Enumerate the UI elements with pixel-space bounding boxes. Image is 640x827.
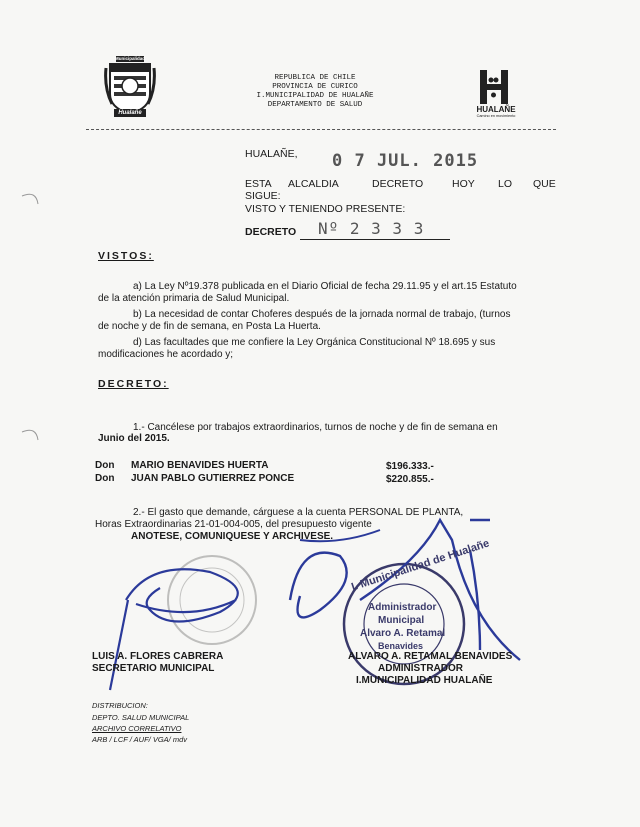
vistos-heading: VISTOS: [98, 250, 154, 262]
right-signer-org: I.MUNICIPALIDAD HUALAÑE [356, 675, 493, 686]
distribution-line-3: ARB / LCF / AUF/ VGA/ mdv [92, 735, 188, 744]
seal-inner-4: Benavides [378, 641, 424, 651]
distribution-line-1: DEPTO. SALUD MUNICIPAL [92, 713, 190, 722]
decreto-1-line-1: 1.- Cancélese por trabajos extraordinarios, turnos de noche y de fin de semana en [133, 422, 498, 433]
place-label: HUALAÑE, [245, 148, 298, 160]
intro-word-3: DECRETO [372, 178, 424, 190]
decreto-2-line-1: 2.- El gasto que demande, cárguese a la cuenta PERSONAL DE PLANTA, [133, 507, 464, 518]
closing-line: ANOTESE, COMUNIQUESE Y ARCHIVESE. [131, 531, 334, 542]
logo-name: HUALAÑE [476, 105, 516, 114]
intro-word-1: ESTA [245, 178, 272, 190]
logo-tagline: Camino en movimiento [476, 114, 516, 118]
vistos-d-line-2: modificaciones he acordado y; [98, 349, 234, 360]
seal-inner-1: Administrador [368, 602, 437, 613]
intro-word-5: LO [498, 178, 513, 190]
distribution-line-2: ARCHIVO CORRELATIVO [92, 724, 182, 733]
row-1-title: Don [95, 460, 115, 471]
row-2-name: JUAN PABLO GUTIERREZ PONCE [131, 473, 295, 484]
vistos-a-line-1: a) La Ley Nº19.378 publicada en el Diario Oficial de fecha 29.11.95 y el art.15 Estatuto [133, 281, 517, 292]
decreto-heading: DECRETO: [98, 378, 169, 390]
intro-line-2: SIGUE: [245, 190, 281, 202]
vistos-a-line-2: de la atención primaria de Salud Municipal. [98, 293, 290, 304]
intro-word-4: HOY [452, 178, 475, 190]
decree-number-stamp: Nº 2 3 3 3 [318, 219, 425, 238]
seal-inner-3: Alvaro A. Retamal [360, 628, 446, 639]
row-2-title: Don [95, 473, 115, 484]
vistos-b-line-1: b) La necesidad de contar Choferes después de la jornada normal de trabajo, (turnos [133, 309, 511, 320]
seal-ring-text: I. Municipalidad de Hualañe [350, 537, 491, 594]
crest-top-text: Municipalidad [114, 56, 145, 61]
letterhead-line-4: DEPARTAMENTO DE SALUD [267, 101, 363, 109]
letterhead-line-2: PROVINCIA DE CURICO [272, 83, 358, 91]
intro-word-2: ALCALDIA [288, 178, 339, 190]
crest-bottom-text: Hualañe [118, 110, 142, 116]
row-2-amount: $220.855.- [386, 474, 434, 485]
letterhead-line-1: REPUBLICA DE CHILE [274, 74, 356, 82]
vistos-d-line-1: d) Las facultades que me confiere la Ley Orgánica Constitucional Nº 18.695 y sus [133, 337, 496, 348]
decree-label: DECRETO [245, 226, 297, 238]
row-1-name: MARIO BENAVIDES HUERTA [131, 460, 269, 471]
decreto-2-line-2: Horas Extraordinarias 21-01-004-005, del presupuesto vigente [95, 519, 372, 530]
seal-inner-2: Municipal [378, 615, 425, 626]
distribution-heading: DISTRIBUCION: [92, 701, 148, 710]
left-signer-title: SECRETARIO MUNICIPAL [92, 663, 215, 674]
right-signer-title: ADMINISTRADOR [378, 663, 463, 674]
right-signer-name: ALVARO A. RETAMAL BENAVIDES [348, 651, 513, 662]
row-1-amount: $196.333.- [386, 461, 434, 472]
date-stamp: 0 7 JUL. 2015 [332, 151, 479, 171]
letterhead-line-3: I.MUNICIPALIDAD DE HUALAÑE [256, 92, 374, 100]
intro-word-6: QUE [533, 178, 556, 190]
decreto-1-line-2: Junio del 2015. [98, 433, 170, 444]
intro-line-3: VISTO Y TENIENDO PRESENTE: [245, 203, 406, 215]
left-signer-name: LUIS A. FLORES CABRERA [92, 651, 224, 662]
vistos-b-line-2: de noche y de fin de semana, en Posta La Huerta. [98, 321, 321, 332]
